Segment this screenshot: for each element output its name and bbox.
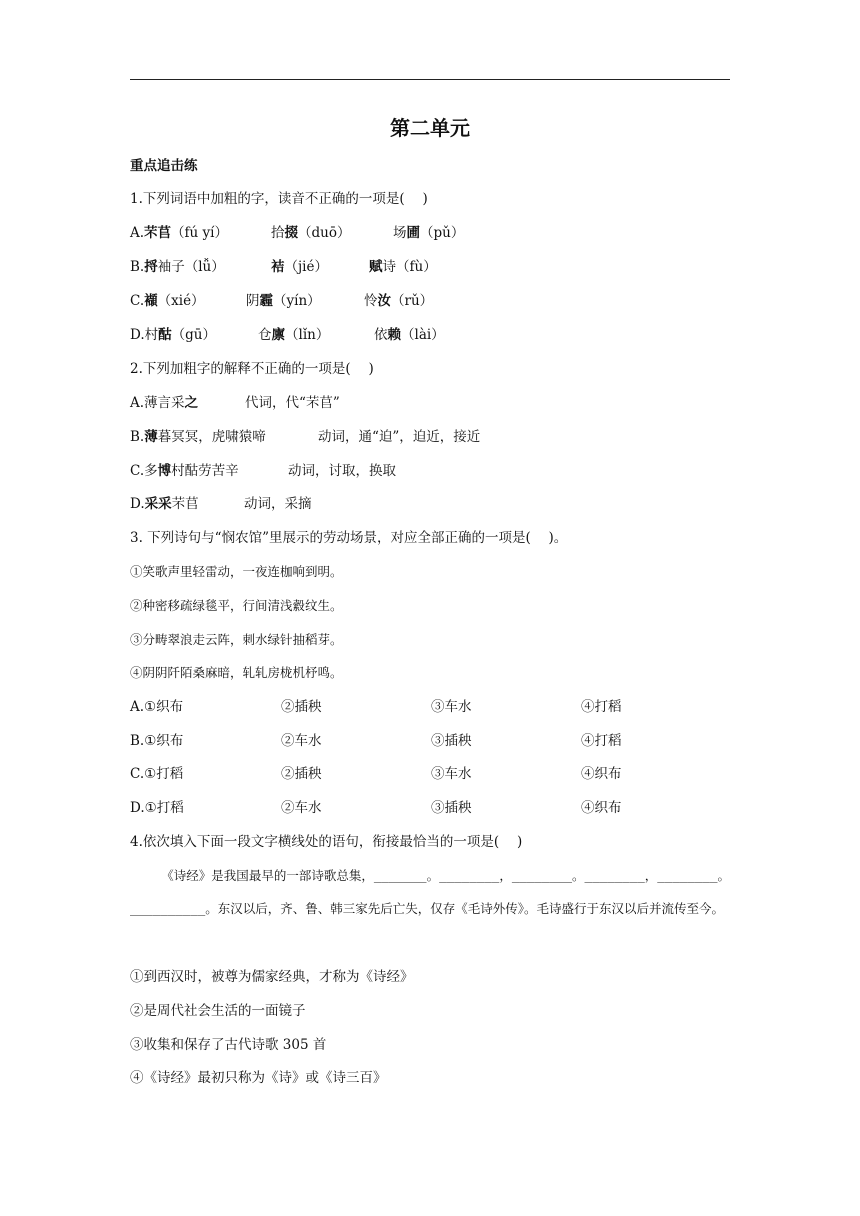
poem-line: ④阴阴阡陌桑麻暗，轧轧房栊机杼鸣。 [130,665,343,680]
q4-item: ②是周代社会生活的一面镜子 [130,1003,306,1019]
poem-line: ③分畴翠浪走云阵，刺水绿针抽稻芽。 [130,632,343,647]
section-heading: 重点追击练 [130,158,198,174]
poem-line: ②种密移疏绿毯平，行间清浅縠纹生。 [130,598,343,613]
page-title: 第二单元 [390,116,470,140]
question-4-stem: 4.依次填入下面一段文字横线处的语句，衔接最恰当的一项是( ) [130,834,523,850]
question-1-stem: 1.下列词语中加粗的字，读音不正确的一项是( ) [130,191,428,207]
poem-line: ①笑歌声里轻雷动，一夜连枷响到明。 [130,564,343,579]
header-rule [130,79,730,80]
q4-passage: 《诗经》是我国最早的一部诗歌总集，_______。________，________。________，________。__________。东汉以后，齐、鲁、韩三家先后亡失，仅存《毛诗外传》。毛诗盛行于东汉以后并流传至今。 [130,868,730,916]
question-3-stem: 3. 下列诗句与“悯农馆”里展示的劳动场景，对应全部正确的一项是( )。 [130,530,568,546]
q4-item: ③收集和保存了古代诗歌 305 首 [130,1037,327,1053]
q4-item: ①到西汉时，被尊为儒家经典，才称为《诗经》 [130,969,414,985]
question-2-stem: 2.下列加粗字的解释不正确的一项是( ) [130,361,374,377]
q4-item: ④《诗经》最初只称为《诗》或《诗三百》 [130,1070,387,1086]
